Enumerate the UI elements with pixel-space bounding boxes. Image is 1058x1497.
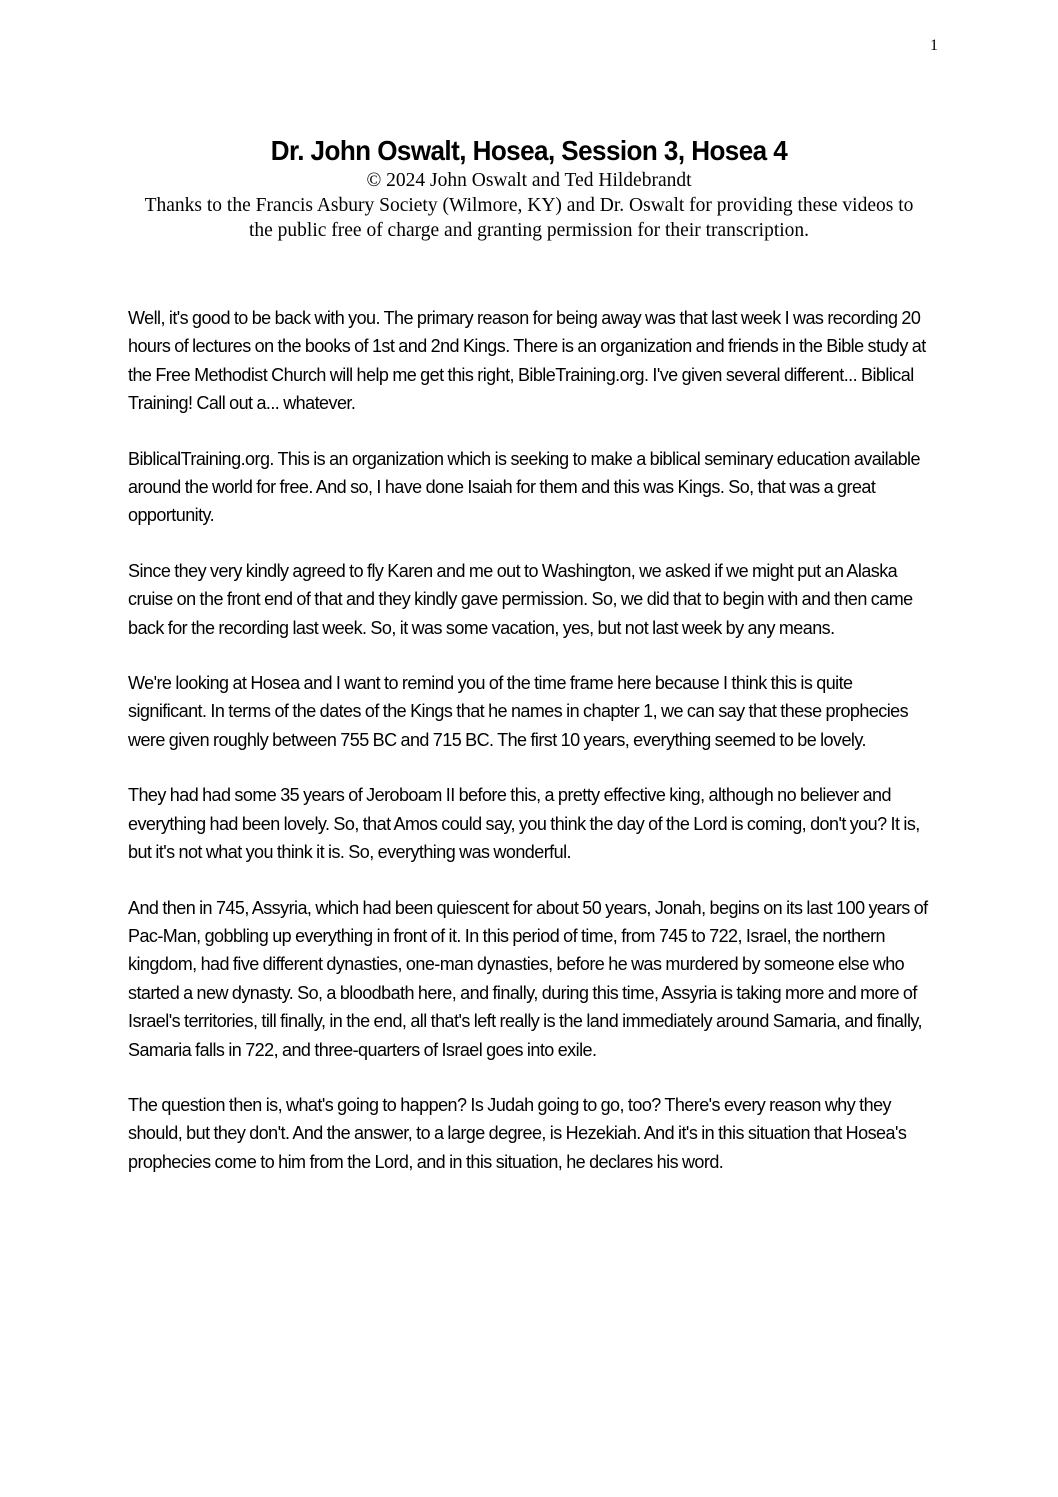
acknowledgement-text: Thanks to the Francis Asbury Society (Wilmore, KY) and Dr. Oswalt for providing these videos to the public free of charge and granting permission for their transcription. — [144, 195, 914, 241]
paragraph: Well, it's good to be back with you. The primary reason for being away was that last week I was recording 20 hours of lectures on the books of 1st and 2nd Kings. There is an organization and friends in the Bible study at the Free Methodist Church will help me get this right, BibleTraining.org. I've given several different... Biblical Training! Call out a... whatever. — [128, 308, 926, 414]
paragraph: The question then is, what's going to happen? Is Judah going to go, too? There's every reason why they should, but they don't. And the answer, to a large degree, is Hezekiah. And it's in this situation that Hosea's prophecies come to him from the Lord, and in this situation, he declares his word. — [128, 1094, 907, 1172]
paragraph: Since they very kindly agreed to fly Karen and me out to Washington, we asked if we might put an Alaska cruise on the front end of that and they kindly gave permission. So, we did that to begin with and then came back for the recording last week. So, it was some vacation, yes, but not last week by any means. — [128, 560, 913, 638]
paragraph: We're looking at Hosea and I want to remind you of the time frame here because I think this is quite significant. In terms of the dates of the Kings that he names in chapter 1, we can say that these prophecies were given roughly between 755 BC and 715 BC. The first 10 years, everything seemed to be lovely. — [128, 673, 909, 750]
paragraph: BiblicalTraining.org. This is an organization which is seeking to make a biblical seminary education available around the world for free. And so, I have done Isaiah for them and this was Kings. So, that was a great opportunity. — [128, 448, 920, 526]
document-title: Dr. John Oswalt, Hosea, Session 3, Hosea 4 — [270, 135, 788, 166]
document-header — [128, 134, 930, 243]
paragraph: And then in 745, Assyria, which had been quiescent for about 50 years, Jonah, begins on its last 100 years of Pac-Man, gobbling up everything in front of it. In this period of time, from 745 to 722, Israel, the northern kingdom, had five different dynasties, one-man dynasties, before he was murdered by someone else who started a new dynasty. So, a bloodbath here, and finally, during this time, Assyria is taking more and more of Israel's territories, till finally, in the end, all that's left really is the land immediately around Samaria, and finally, Samaria falls in 722, and three-quarters of Israel goes into exile. — [128, 897, 928, 1060]
page-number: 1 — [930, 37, 938, 54]
copyright-line: © 2024 John Oswalt and Ted Hildebrandt — [366, 170, 692, 191]
paragraph: They had had some 35 years of Jeroboam II before this, a pretty effective king, although no believer and everything had been lovely. So, that Amos could say, you think the day of the Lord is coming, don't you? It is, but it's not what you think it is. So, everything was wonderful. — [128, 785, 920, 863]
transcript-body — [128, 304, 933, 1203]
